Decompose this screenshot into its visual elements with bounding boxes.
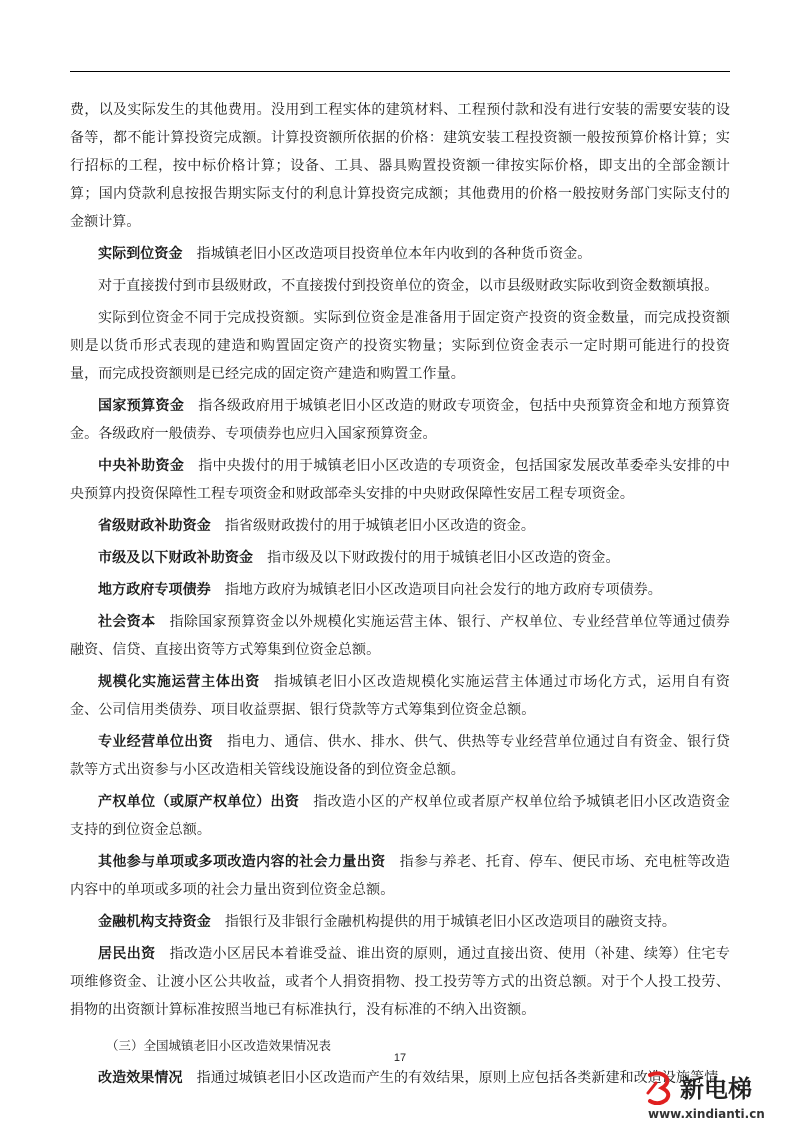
paragraph (70, 576, 730, 604)
section-heading: （三）全国城镇老旧小区改造效果情况表 (106, 1038, 332, 1053)
paragraph (70, 788, 730, 844)
term-label: 地方政府专项债券 (98, 582, 211, 598)
watermark-name: 新电梯 (680, 1075, 752, 1103)
paragraph-text: 费，以及实际发生的其他费用。没用到工程实体的建筑材料、工程预付款和没有进行安装的需要安装的设备等，都不能计算投资完成额。计算投资额所依据的价格：建筑安装工程投资额一般按预算价格计算；实行招标的工程，按中标价格计算；设备、工具、器具购置投资额一律按实际价格，即支出的全部金额计算；国内贷款利息按报告期实际支付的利息计算投资完成额；其他费用的价格一般按财务部门实际支付的金额计算。 (70, 102, 730, 230)
paragraph-text: 对于直接拨付到市县级财政，不直接拨付到投资单位的资金，以市县级财政实际收到资金数额填报。 (98, 278, 719, 294)
term-label: 改造效果情况 (98, 1070, 183, 1086)
paragraph (70, 848, 730, 904)
watermark-url: www.xindianti.cn (648, 1107, 765, 1121)
paragraph-text: 实际到位资金不同于完成投资额。实际到位资金是准备用于固定资产投资的资金数量，而完成投资额则是以货币形式表现的建造和购置固定资产的投资实物量；实际到位资金表示一定时期可能进行的投资量，而完成投资额则是已经完成的固定资产建造和购置工作量。 (70, 310, 730, 382)
paragraph (70, 728, 730, 784)
term-label: 金融机构支持资金 (98, 914, 211, 930)
term-label: 省级财政补助资金 (98, 518, 211, 534)
paragraph (70, 544, 730, 572)
term-label: 社会资本 (98, 614, 156, 630)
paragraph-text: 指通过城镇老旧小区改造而产生的有效结果，原则上应包括各类新建和改造设施等情 (196, 1070, 719, 1086)
paragraph (70, 452, 730, 508)
paragraph-text: 指省级财政拨付的用于城镇老旧小区改造的资金。 (224, 518, 536, 534)
paragraph-text: 指各级政府用于城镇老旧小区改造的财政专项资金，包括中央预算资金和地方预算资金。各级政府一般债券、专项债券也应归入国家预算资金。 (70, 398, 730, 442)
paragraph (70, 392, 730, 448)
term-label: 中央补助资金 (98, 458, 185, 474)
paragraph-text: 指参与养老、托育、停车、便民市场、充电桩等改造内容中的单项或多项的社会力量出资到位资金总额。 (70, 854, 730, 898)
term-label: 产权单位（或原产权单位）出资 (98, 794, 300, 810)
paragraph-text: 指除国家预算资金以外规模化实施运营主体、银行、产权单位、专业经营单位等通过债券融资、信贷、直接出资等方式筹集到位资金总额。 (70, 614, 730, 658)
paragraph (70, 1064, 730, 1092)
term-label: 实际到位资金 (98, 246, 183, 262)
paragraph-text: 指银行及非银行金融机构提供的用于城镇老旧小区改造项目的融资支持。 (224, 914, 677, 930)
term-label: 其他参与单项或多项改造内容的社会力量出资 (98, 854, 386, 870)
document-body (70, 96, 730, 1096)
term-label: 国家预算资金 (98, 398, 185, 414)
paragraph (70, 608, 730, 664)
paragraph (70, 304, 730, 388)
term-label: 居民出资 (98, 946, 156, 962)
paragraph (70, 272, 730, 300)
header-rule (70, 71, 730, 72)
paragraph-text: 指地方政府为城镇老旧小区改造项目向社会发行的地方政府专项债券。 (224, 582, 662, 598)
paragraph-text: 指改造小区居民本着谁受益、谁出资的原则，通过直接出资、使用（补建、续筹）住宅专项维修资金、让渡小区公共收益，或者个人捐资捐物、投工投劳等方式的出资总额。对于个人投工投劳、捐物的出资额计算标准按照当地已有标准执行，没有标准的不纳入出资额。 (70, 946, 730, 1018)
paragraph (70, 668, 730, 724)
paragraph-text: 指市级及以下财政拨付的用于城镇老旧小区改造的资金。 (267, 550, 620, 566)
paragraph-text: 指电力、通信、供水、排水、供气、供热等专业经营单位通过自有资金、银行贷款等方式出资参与小区改造相关管线设施设备的到位资金总额。 (70, 734, 730, 778)
paragraph (70, 908, 730, 936)
paragraph-text: 指中央拨付的用于城镇老旧小区改造的专项资金，包括国家发展改革委牵头安排的中央预算内投资保障性工程专项资金和财政部牵头安排的中央财政保障性安居工程专项资金。 (70, 458, 730, 502)
term-label: 市级及以下财政补助资金 (98, 550, 254, 566)
page-number: 17 (393, 1052, 407, 1064)
paragraph-text: 指城镇老旧小区改造规模化实施运营主体通过市场化方式，运用自有资金、公司信用类债券、项目收益票据、银行贷款等方式筹集到位资金总额。 (70, 674, 730, 718)
paragraph (70, 96, 730, 236)
paragraph-text: 指改造小区的产权单位或者原产权单位给予城镇老旧小区改造资金支持的到位资金总额。 (70, 794, 730, 838)
paragraph (70, 240, 730, 268)
elevator-logo-icon (642, 1071, 676, 1105)
watermark (642, 1067, 792, 1127)
term-label: 专业经营单位出资 (98, 734, 214, 750)
term-label: 规模化实施运营主体出资 (98, 674, 261, 690)
paragraph (70, 512, 730, 540)
paragraph (70, 940, 730, 1024)
paragraph-text: 指城镇老旧小区改造项目投资单位本年内收到的各种货币资金。 (196, 246, 592, 262)
